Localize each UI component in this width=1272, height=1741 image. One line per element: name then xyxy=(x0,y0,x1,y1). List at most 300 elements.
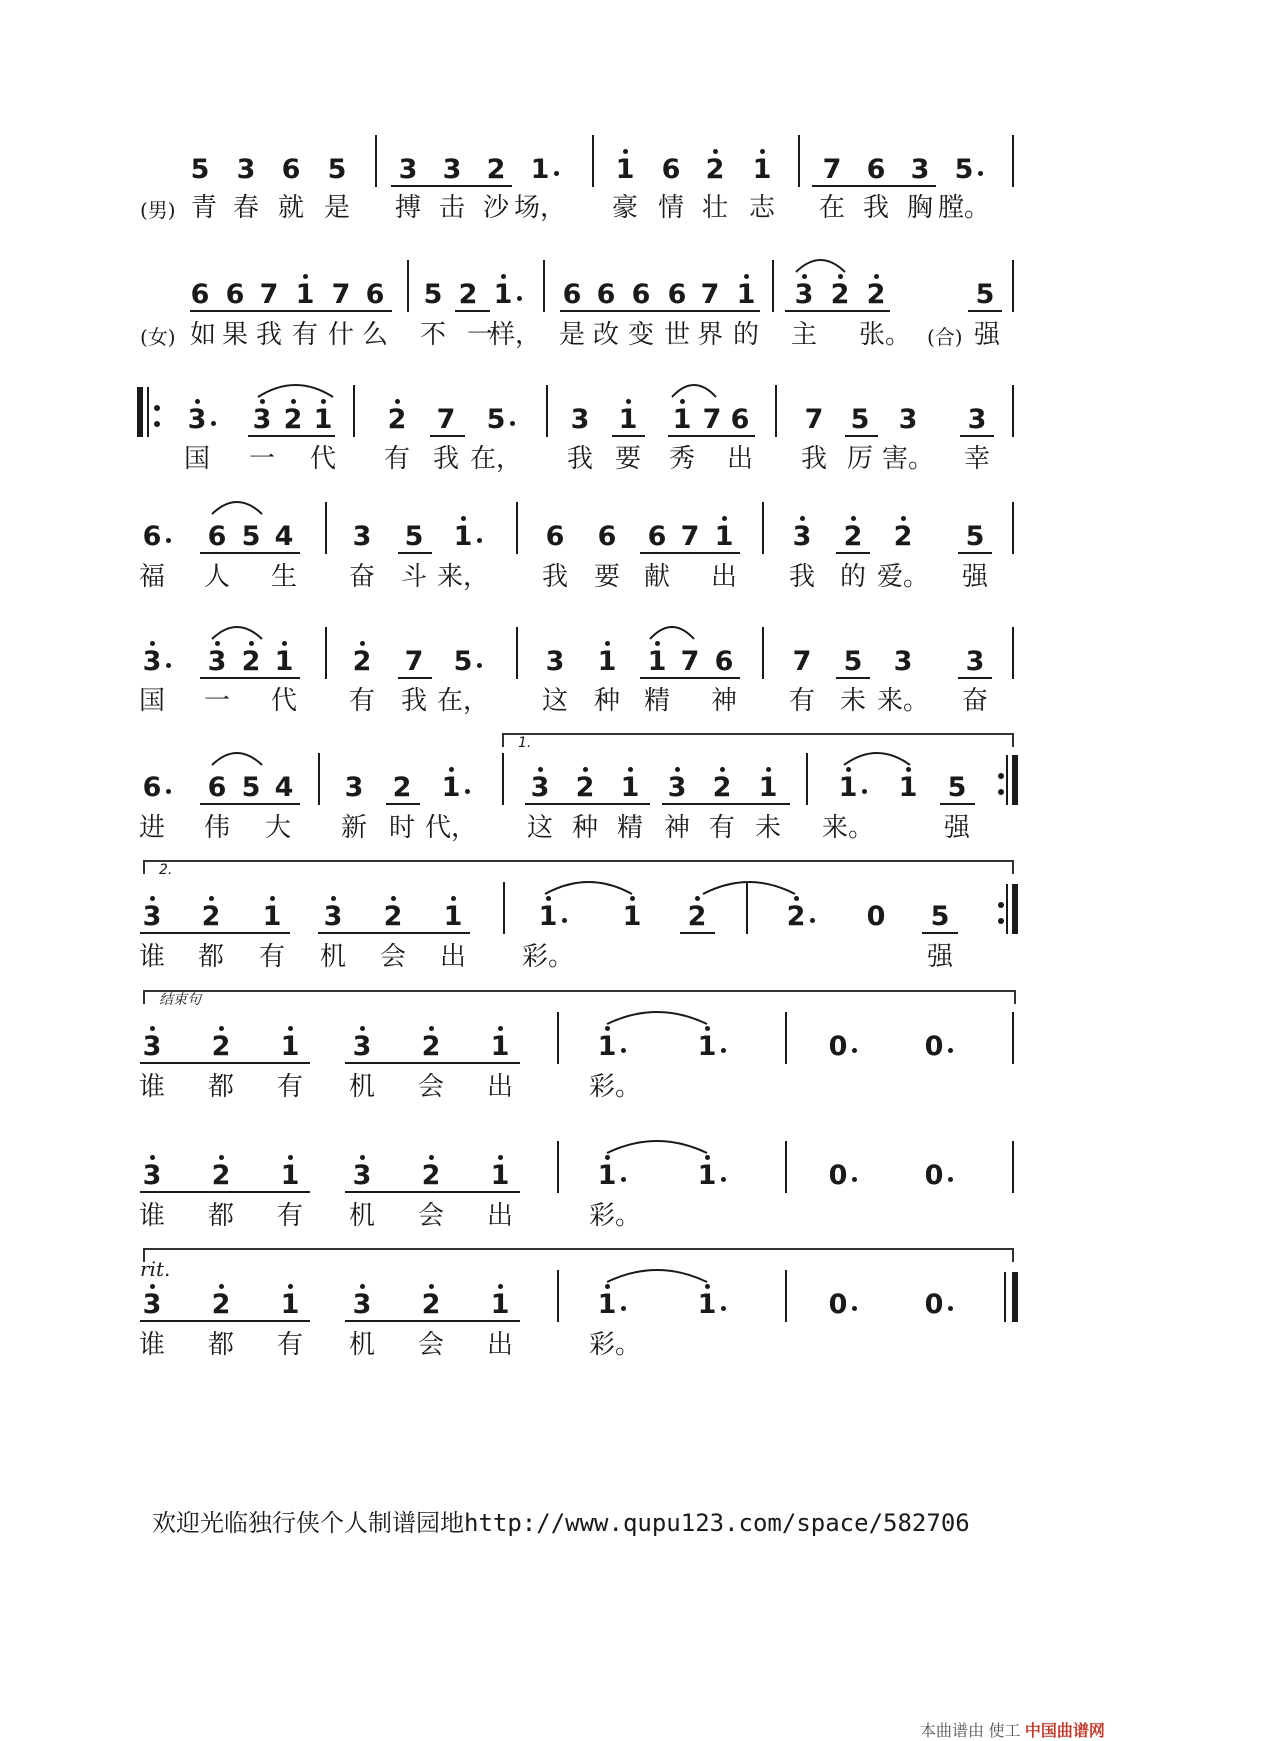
octave-dot xyxy=(219,1155,224,1160)
note: 3 xyxy=(352,1289,372,1320)
volta-bracket xyxy=(143,1248,1014,1262)
note: 2 xyxy=(201,901,221,932)
lyric: 青 xyxy=(190,193,218,223)
octave-dot xyxy=(288,1284,293,1289)
lyric: 出 xyxy=(486,1330,514,1360)
lyric: 来， xyxy=(436,562,490,592)
beam-line xyxy=(391,185,512,187)
beam-line xyxy=(140,1320,310,1322)
lyric: 膛。 xyxy=(937,193,991,223)
augmentation-dot xyxy=(810,918,815,923)
lyric: 强 xyxy=(926,942,954,972)
lyric: 这 xyxy=(541,686,569,716)
bar-line xyxy=(375,135,377,187)
lyric: 在， xyxy=(436,686,490,716)
note: 7 xyxy=(700,279,720,310)
beam-line xyxy=(612,435,645,437)
augmentation-dot xyxy=(852,1048,857,1053)
octave-dot xyxy=(288,1155,293,1160)
lyric: 时 xyxy=(388,813,416,843)
octave-dot xyxy=(498,1284,503,1289)
note: 0 xyxy=(924,1289,944,1320)
lyric: 神 xyxy=(710,686,738,716)
note: 1 xyxy=(736,279,756,310)
repeat-dot xyxy=(998,773,1004,779)
octave-dot xyxy=(282,641,287,646)
lyric: 春 xyxy=(232,193,260,223)
bar-line xyxy=(1012,1141,1014,1193)
note: 2 xyxy=(705,154,725,185)
octave-dot xyxy=(874,274,879,279)
octave-dot xyxy=(321,399,326,404)
octave-dot xyxy=(655,641,660,646)
bar-line xyxy=(325,627,327,679)
note: 7 xyxy=(259,279,279,310)
lyric: 秀 xyxy=(668,444,696,474)
note: 0 xyxy=(828,1031,848,1062)
octave-dot xyxy=(501,274,506,279)
octave-dot xyxy=(766,767,771,772)
octave-dot xyxy=(705,1026,710,1031)
note: 3 xyxy=(142,646,162,677)
octave-dot xyxy=(461,516,466,521)
lyric: 改 xyxy=(592,320,620,350)
note: 2 xyxy=(843,521,863,552)
lyric: 果 xyxy=(221,320,249,350)
octave-dot xyxy=(498,1026,503,1031)
bar-line xyxy=(1012,1012,1014,1064)
part-label: (男) xyxy=(140,198,176,222)
lyric: 谁 xyxy=(138,942,166,972)
note: 2 xyxy=(421,1289,441,1320)
octave-dot xyxy=(722,516,727,521)
repeat-end-bar xyxy=(1012,884,1018,934)
lyric: 会 xyxy=(379,942,407,972)
note: 2 xyxy=(383,901,403,932)
lyric: 有 xyxy=(788,686,816,716)
lyric: 是 xyxy=(558,320,586,350)
note: 1 xyxy=(274,646,294,677)
lyric: 代， xyxy=(424,813,478,843)
octave-dot xyxy=(451,896,456,901)
lyric: 变 xyxy=(627,320,655,350)
beam-line xyxy=(560,310,760,312)
lyric: 来。 xyxy=(876,686,930,716)
beam-line xyxy=(398,552,432,554)
lyric: 种 xyxy=(593,686,621,716)
lyric: 情 xyxy=(657,193,685,223)
octave-dot xyxy=(249,641,254,646)
note: 6 xyxy=(142,521,162,552)
note: 3 xyxy=(352,521,372,552)
bar-line xyxy=(592,135,594,187)
note: 2 xyxy=(241,646,261,677)
beam-line xyxy=(525,803,650,805)
bar-line xyxy=(762,502,764,554)
octave-dot xyxy=(605,1284,610,1289)
repeat-dot xyxy=(154,421,160,427)
note: 5 xyxy=(241,772,261,803)
lyric: 有 xyxy=(276,1072,304,1102)
final-thin-bar xyxy=(1004,1272,1006,1322)
beam-line xyxy=(785,310,890,312)
note: 6 xyxy=(207,521,227,552)
octave-dot xyxy=(846,767,851,772)
note: 1 xyxy=(597,1289,617,1320)
lyric: 有 xyxy=(276,1330,304,1360)
augmentation-dot xyxy=(852,1177,857,1182)
lyric: 精 xyxy=(643,686,671,716)
final-thick-bar xyxy=(1012,1272,1018,1322)
octave-dot xyxy=(215,641,220,646)
note: 3 xyxy=(142,1289,162,1320)
beam-line xyxy=(386,803,420,805)
lyric: 机 xyxy=(348,1330,376,1360)
note: 5 xyxy=(404,521,424,552)
octave-dot xyxy=(546,896,551,901)
note: 3 xyxy=(252,404,272,435)
note: 0 xyxy=(924,1160,944,1191)
lyric: 出 xyxy=(710,562,738,592)
note: 3 xyxy=(442,154,462,185)
lyric: 谁 xyxy=(138,1201,166,1231)
lyric: 会 xyxy=(417,1330,445,1360)
note: 2 xyxy=(786,901,806,932)
octave-dot xyxy=(498,1155,503,1160)
bar-line xyxy=(516,627,518,679)
octave-dot xyxy=(538,767,543,772)
note: 2 xyxy=(575,772,595,803)
lyric: 有 xyxy=(383,444,411,474)
beam-line xyxy=(640,677,740,679)
note: 4 xyxy=(274,772,294,803)
bar-line xyxy=(775,385,777,437)
lyric: 样， xyxy=(488,320,542,350)
lyric: 斗 xyxy=(400,562,428,592)
beam-line xyxy=(248,435,335,437)
note: 2 xyxy=(712,772,732,803)
augmentation-dot xyxy=(621,1306,626,1311)
lyric: 生 xyxy=(270,562,298,592)
bar-line xyxy=(1012,135,1014,187)
bar-line xyxy=(546,385,548,437)
octave-dot xyxy=(720,767,725,772)
note: 3 xyxy=(530,772,550,803)
note: 2 xyxy=(421,1031,441,1062)
lyric: 奋 xyxy=(961,686,989,716)
lyric: 是 xyxy=(323,193,351,223)
octave-dot xyxy=(838,274,843,279)
beam-line xyxy=(140,1191,310,1193)
note: 6 xyxy=(596,279,616,310)
octave-dot xyxy=(794,896,799,901)
lyric: 我 xyxy=(541,562,569,592)
bar-line xyxy=(785,1141,787,1193)
lyric: 强 xyxy=(961,562,989,592)
note: 5 xyxy=(190,154,210,185)
octave-dot xyxy=(429,1284,434,1289)
lyric: 出 xyxy=(439,942,467,972)
octave-dot xyxy=(626,399,631,404)
lyric: 有 xyxy=(258,942,286,972)
note: 3 xyxy=(898,404,918,435)
bar-line xyxy=(1012,385,1014,437)
augmentation-dot xyxy=(852,1306,857,1311)
octave-dot xyxy=(851,516,856,521)
lyric: 有 xyxy=(708,813,736,843)
note: 6 xyxy=(225,279,245,310)
footer-credit xyxy=(152,1508,970,1538)
octave-dot xyxy=(288,1026,293,1031)
augmentation-dot xyxy=(562,918,567,923)
lyric: 大 xyxy=(264,813,292,843)
octave-dot xyxy=(331,896,336,901)
note: 6 xyxy=(562,279,582,310)
note: 5 xyxy=(453,646,473,677)
footer-url[interactable]: http://www.qupu123.com/space/582706 xyxy=(464,1509,970,1537)
octave-dot xyxy=(800,516,805,521)
lyric: 搏 xyxy=(394,193,422,223)
note: 1 xyxy=(280,1031,300,1062)
note: 1 xyxy=(443,901,463,932)
volta-bracket xyxy=(143,860,1014,874)
bar-line xyxy=(798,135,800,187)
repeat-end-thin xyxy=(1006,884,1008,934)
volta-bracket xyxy=(502,733,1014,747)
lyric: 厉 xyxy=(846,444,874,474)
note: 7 xyxy=(792,646,812,677)
note: 6 xyxy=(365,279,385,310)
beam-line xyxy=(200,803,300,805)
lyric: 会 xyxy=(417,1201,445,1231)
repeat-end-thin xyxy=(1006,755,1008,805)
lyric: 我 xyxy=(788,562,816,592)
octave-dot xyxy=(395,399,400,404)
note: 3 xyxy=(794,279,814,310)
octave-dot xyxy=(303,274,308,279)
note: 1 xyxy=(493,279,513,310)
note: 6 xyxy=(631,279,651,310)
lyric: 要 xyxy=(593,562,621,592)
note: 5 xyxy=(241,521,261,552)
note: 3 xyxy=(323,901,343,932)
lyric: 谁 xyxy=(138,1072,166,1102)
note: 1 xyxy=(697,1031,717,1062)
lyric: 我 xyxy=(862,193,890,223)
lyric: 要 xyxy=(614,444,642,474)
lyric: 谁 xyxy=(138,1330,166,1360)
note: 5 xyxy=(965,521,985,552)
octave-dot xyxy=(675,767,680,772)
lyric: 都 xyxy=(207,1201,235,1231)
lyric: 这 xyxy=(526,813,554,843)
lyric: 胸 xyxy=(906,193,934,223)
augmentation-dot xyxy=(517,296,522,301)
beam-line xyxy=(940,803,975,805)
lyric: 在， xyxy=(469,444,523,474)
note: 1 xyxy=(453,521,473,552)
note: 2 xyxy=(211,1031,231,1062)
octave-dot xyxy=(219,1026,224,1031)
lyric: 志 xyxy=(748,193,776,223)
octave-dot xyxy=(360,1026,365,1031)
note: 1 xyxy=(490,1160,510,1191)
note: 3 xyxy=(667,772,687,803)
octave-dot xyxy=(680,399,685,404)
lyric: 都 xyxy=(197,942,225,972)
bar-line xyxy=(318,753,320,805)
lyric: 彩。 xyxy=(588,1072,642,1102)
lyric: 我 xyxy=(800,444,828,474)
note: 1 xyxy=(622,901,642,932)
note: 5 xyxy=(486,404,506,435)
bar-line xyxy=(516,502,518,554)
note: 7 xyxy=(804,404,824,435)
corner-watermark xyxy=(920,1718,1105,1741)
note: 4 xyxy=(274,521,294,552)
note: 3 xyxy=(792,521,812,552)
lyric: 有 xyxy=(291,320,319,350)
octave-dot xyxy=(713,149,718,154)
octave-dot xyxy=(150,1026,155,1031)
lyric: 都 xyxy=(207,1072,235,1102)
note: 6 xyxy=(545,521,565,552)
bar-line xyxy=(746,882,748,934)
note: 1 xyxy=(280,1289,300,1320)
octave-dot xyxy=(150,896,155,901)
lyric: 机 xyxy=(348,1201,376,1231)
beam-line xyxy=(640,552,740,554)
note: 7 xyxy=(404,646,424,677)
augmentation-dot xyxy=(477,663,482,668)
lyric: 彩。 xyxy=(588,1330,642,1360)
note: 3 xyxy=(910,154,930,185)
repeat-end-bar xyxy=(1012,755,1018,805)
note: 7 xyxy=(680,521,700,552)
note: 1 xyxy=(752,154,772,185)
lyric: 来。 xyxy=(821,813,875,843)
note: 5 xyxy=(930,901,950,932)
lyric: 沙 xyxy=(482,193,510,223)
note: 2 xyxy=(421,1160,441,1191)
lyric: 机 xyxy=(319,942,347,972)
note: 1 xyxy=(262,901,282,932)
lyric: 的 xyxy=(839,562,867,592)
augmentation-dot xyxy=(465,789,470,794)
beam-line xyxy=(680,932,715,934)
note: 6 xyxy=(714,646,734,677)
note: 1 xyxy=(313,404,333,435)
note: 5 xyxy=(850,404,870,435)
octave-dot xyxy=(760,149,765,154)
note: 6 xyxy=(207,772,227,803)
lyric: 代 xyxy=(309,444,337,474)
note: 6 xyxy=(866,154,886,185)
lyric: 人 xyxy=(203,562,231,592)
lyric: 的 xyxy=(732,320,760,350)
lyric: 国 xyxy=(183,444,211,474)
note: 5 xyxy=(843,646,863,677)
augmentation-dot xyxy=(510,421,515,426)
lyric: 我 xyxy=(400,686,428,716)
note: 1 xyxy=(697,1160,717,1191)
note: 1 xyxy=(597,1031,617,1062)
note: 6 xyxy=(730,404,750,435)
octave-dot xyxy=(291,399,296,404)
beam-line xyxy=(345,1191,520,1193)
note: 2 xyxy=(866,279,886,310)
lyric: 场， xyxy=(513,193,567,223)
lyric: 有 xyxy=(276,1201,304,1231)
octave-dot xyxy=(360,641,365,646)
augmentation-dot xyxy=(621,1048,626,1053)
note: 7 xyxy=(680,646,700,677)
beam-line xyxy=(455,310,490,312)
beam-line xyxy=(958,552,992,554)
beam-line xyxy=(922,932,958,934)
beam-line xyxy=(190,310,392,312)
beam-line xyxy=(200,677,300,679)
octave-dot xyxy=(429,1155,434,1160)
note: 6 xyxy=(667,279,687,310)
note: 3 xyxy=(236,154,256,185)
note: 5 xyxy=(423,279,443,310)
note: 1 xyxy=(647,646,667,677)
note: 1 xyxy=(280,1160,300,1191)
lyric: 出 xyxy=(486,1201,514,1231)
octave-dot xyxy=(906,767,911,772)
octave-dot xyxy=(605,641,610,646)
note: 3 xyxy=(398,154,418,185)
lyric: 福 xyxy=(138,562,166,592)
note: 3 xyxy=(142,1160,162,1191)
octave-dot xyxy=(360,1284,365,1289)
note: 5 xyxy=(947,772,967,803)
bar-line xyxy=(557,1270,559,1322)
note: 6 xyxy=(281,154,301,185)
repeat-start-thin xyxy=(147,387,149,437)
beam-line xyxy=(960,435,994,437)
lyric: 如 xyxy=(189,320,217,350)
lyric: 张。 xyxy=(858,320,912,350)
note: 6 xyxy=(142,772,162,803)
bar-line xyxy=(1012,502,1014,554)
octave-dot xyxy=(150,1284,155,1289)
note: 2 xyxy=(283,404,303,435)
volta-label: 1. xyxy=(518,735,532,751)
note: 0 xyxy=(828,1289,848,1320)
note: 2 xyxy=(486,154,506,185)
repeat-dot xyxy=(998,902,1004,908)
note: 7 xyxy=(436,404,456,435)
note: 3 xyxy=(344,772,364,803)
bar-line xyxy=(1012,260,1014,312)
beam-line xyxy=(812,185,936,187)
lyric: 击 xyxy=(438,193,466,223)
augmentation-dot xyxy=(978,171,983,176)
lyric: 未 xyxy=(839,686,867,716)
lyric: 主 xyxy=(790,320,818,350)
lyric: 未 xyxy=(754,813,782,843)
note: 1 xyxy=(714,521,734,552)
octave-dot xyxy=(209,896,214,901)
lyric: 新 xyxy=(340,813,368,843)
note: 0 xyxy=(828,1160,848,1191)
beam-line xyxy=(662,803,790,805)
note: 3 xyxy=(142,1031,162,1062)
lyric: 我 xyxy=(432,444,460,474)
beam-line xyxy=(668,435,755,437)
